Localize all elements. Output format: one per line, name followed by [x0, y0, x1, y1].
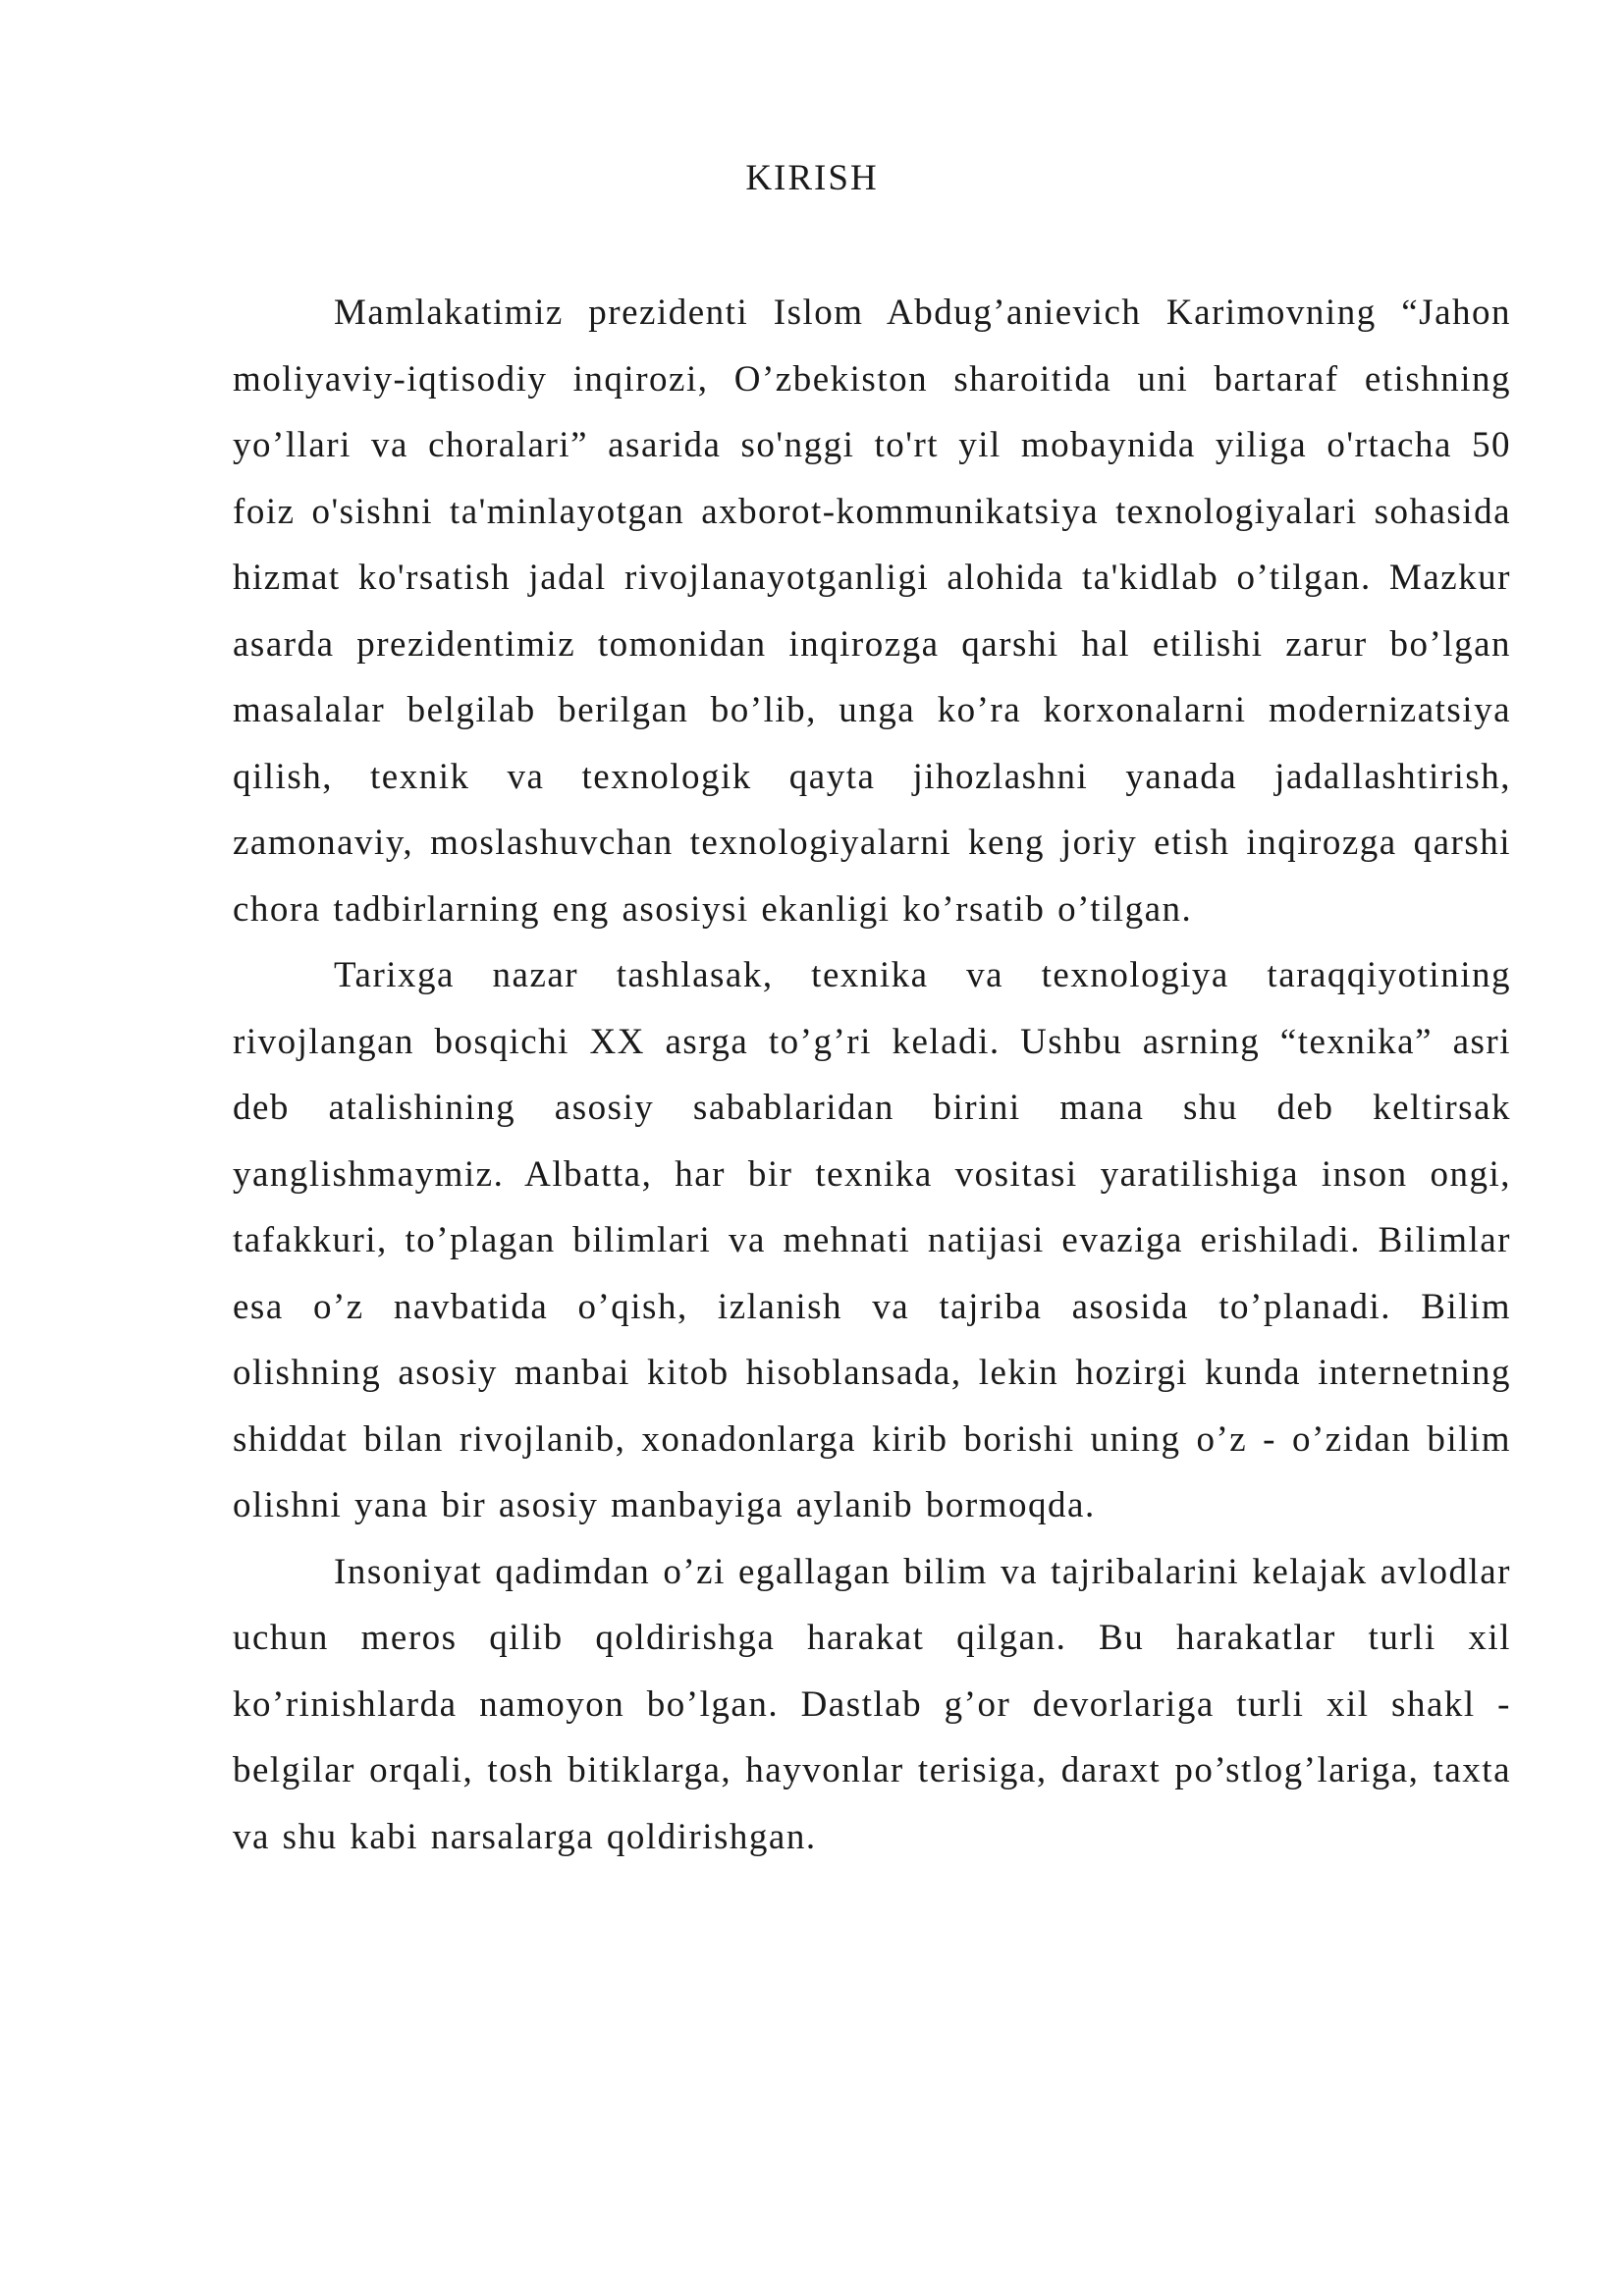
paragraph: Mamlakatimiz prezidenti Islom Abdug’anievich Karimovning “Jahon moliyaviy-iqtisodiy inqirozi, O’zbekiston sharoitida uni bartaraf etishning yo’llari va choralari” asarida so'nggi to'rt yil mobaynida yiliga o'rtacha 50 foiz o'sishni ta'minlayotgan axborot-kommunikatsiya texnologiyalari sohasida hizmat ko'rsatish jadal rivojlanayotganligi alohida ta'kidlab o’tilgan. Mazkur asarda prezidentimiz tomonidan inqirozga qarshi hal etilishi zarur bo’lgan masalalar belgilab berilgan bo’lib, unga ko’ra korxonalarni modernizatsiya qilish, texnik va texnologik qayta jihozlashni yanada jadallashtirish, zamonaviy, moslashuvchan texnologiyalarni keng joriy etish inqirozga qarshi chora tadbirlarning eng asosiysi ekanligi ko’rsatib o’tilgan. — [233, 293, 1511, 930]
paragraph: Insoniyat qadimdan o’zi egallagan bilim va tajribalarini kelajak avlodlar uchun meros qilib qoldirishga harakat qilgan. Bu harakatlar turli xil ko’rinishlarda namoyon bo’lgan. Dastlab g’or devorlariga turli xil shakl - belgilar orqali, tosh bitiklarga, hayvonlar terisiga, daraxt po’stlog’lariga, taxta va shu kabi narsalarga qoldirishgan. — [233, 1551, 1511, 1857]
page-title: KIRISH — [745, 158, 879, 198]
body-text — [233, 280, 1511, 1870]
paragraph: Tarixga nazar tashlasak, texnika va texnologiya taraqqiyotining rivojlangan bosqichi XX asrga to’g’ri keladi. Ushbu asrning “texnika” asri deb atalishining asosiy sabablaridan birini mana shu deb keltirsak yanglishmaymiz. Albatta, har bir texnika vositasi yaratilishiga inson ongi, tafakkuri, to’plagan bilimlari va mehnati natijasi evaziga erishiladi. Bilimlar esa o’z navbatida o’qish, izlanish va tajriba asosida to’planadi. Bilim olishning asosiy manbai kitob hisoblansada, lekin hozirgi kunda internetning shiddat bilan rivojlanib, xonadonlarga kirib borishi uning o’z - o’zidan bilim olishni yana bir asosiy manbayiga aylanib bormoqda. — [233, 955, 1511, 1525]
